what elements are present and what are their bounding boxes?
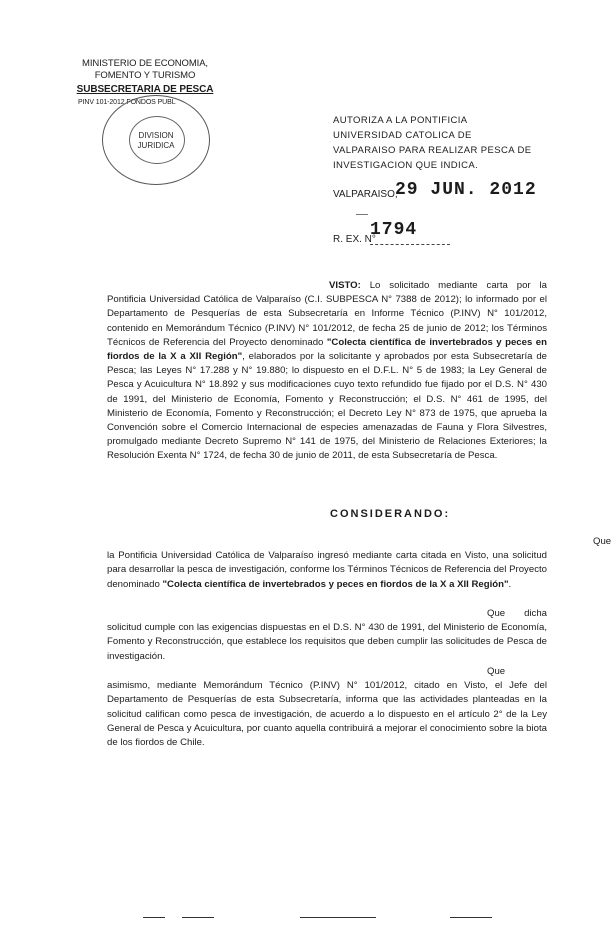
considerando-paragraph-2: Que dicha solicitud cumple con las exigencias dispuestas en el D.S. N° 430 de 1991, del Ministerio de Economía, Fomento y Reconstrucción, que establece los requisitos que deben cumplir las solicitudes de Pesca de investigación. xyxy=(107,608,547,662)
considerando-1-text-b: . xyxy=(508,578,512,590)
considerando-1-project-name: "Colecta científica de invertebrados y peces en fiordos de la X a XII Región" xyxy=(162,578,509,590)
file-reference: PINV 101-2012 FONDOS PUBL xyxy=(78,99,176,106)
visto-paragraph xyxy=(107,279,547,464)
visto-text-b: , elaborados por la solicitante y aprobados por esta Subsecretaría de Pesca; las Leyes N° 17.288 y N° 19.880; lo dispuesto en el D.F.L. N° 5 de 1983; la Ley General de Pesca y Acuicultura N° 18.892 y sus modificaciones cuyo texto refundido fue fijado por el D.S. N° 430 de 1991, del Ministerio de Economía, Fomento y Reconstrucción; el D.S. N° 461 de 1995, del Ministerio de Economía, Fomento y Reconstrucción; el Decreto Ley N° 873 de 1975, que aprueba la Convención sobre el Comercio Internacional de especies amenazadas de Fauna y Flora Silvestres, promulgado mediante Decreto Supremo N° 141 de 1975, del Ministerio de Relaciones Exteriores; la Resolución Exenta N° 1724, de fecha 30 de junio de 2011, de esta Subsecretaría de Pesca. xyxy=(107,351,547,462)
considerando-heading: CONSIDERANDO: xyxy=(330,508,451,520)
stamp-text-line2: JURIDICA xyxy=(137,141,175,150)
visto-text-a: Lo solicitado mediante carta por la Pontificia Universidad Católica de Valparaíso (C.I. SUBPESCA N° 7388 de 2012); lo informado por el Departamento de Pesquerías de esta Subsecretaría en Informe Técnico (P.INV) N° 101/2012, contenido en Memorándum Técnico (P.INV) N° 101/2012, de fecha 25 de junio de 2012; los Términos Técnicos de Referencia del Proyecto denominado xyxy=(107,280,547,348)
resolution-number: 1794 xyxy=(370,220,418,240)
place-label: VALPARAISO, xyxy=(333,189,398,200)
division-juridica-stamp xyxy=(102,95,210,185)
footer-rule xyxy=(450,917,492,918)
footer-rule xyxy=(300,917,376,918)
resolution-subject: AUTORIZA A LA PONTIFICIA UNIVERSIDAD CATOLICA DE VALPARAISO PARA REALIZAR PESCA DE INVESTIGACION QUE INDICA. xyxy=(333,115,532,171)
footer-rule xyxy=(182,917,214,918)
considerando-paragraph-3: Que asimismo, mediante Memorándum Técnico (P.INV) N° 101/2012, citado en Visto, el Jefe del Departamento de Pesquerías de esta Subsecretaría, informa que las actividades planteadas en la solicitud califican como pesca de investigación, de acuerdo a lo dispuesto en el artículo 2° de la Ley General de Pesca y Acuicultura, por cuanto aquella contribuirá a mejorar el conocimiento sobre la biota de los fiordos de Chile. xyxy=(107,666,547,749)
resolution-number-label: R. EX. N° xyxy=(333,234,376,245)
considerando-1-text-a: Que la Pontificia Universidad Católica de Valparaíso ingresó mediante carta citada en Visto, una solicitud para desarrollar la pesca de investigación, conforme los Términos Técnicos de Referencia del Proyecto denominado xyxy=(107,536,611,590)
resolution-date: 29 JUN. 2012 xyxy=(395,180,537,200)
resolution-number-underline xyxy=(370,244,450,245)
visto-label: VISTO: xyxy=(329,280,361,291)
footer-rule xyxy=(143,917,165,918)
ministry-name-line2: FOMENTO Y TURISMO xyxy=(94,70,196,81)
stamp-text-line1: DIVISION xyxy=(138,131,174,140)
handwritten-mark xyxy=(356,214,368,215)
visto-project-name: "Colecta científica de invertebrados y peces en fiordos de la X a XII Región" xyxy=(107,336,547,363)
ministry-name-line1: MINISTERIO DE ECONOMIA, xyxy=(82,58,208,69)
considerando-paragraph-1 xyxy=(107,535,611,592)
subsecretaria-name: SUBSECRETARIA DE PESCA xyxy=(76,84,214,95)
